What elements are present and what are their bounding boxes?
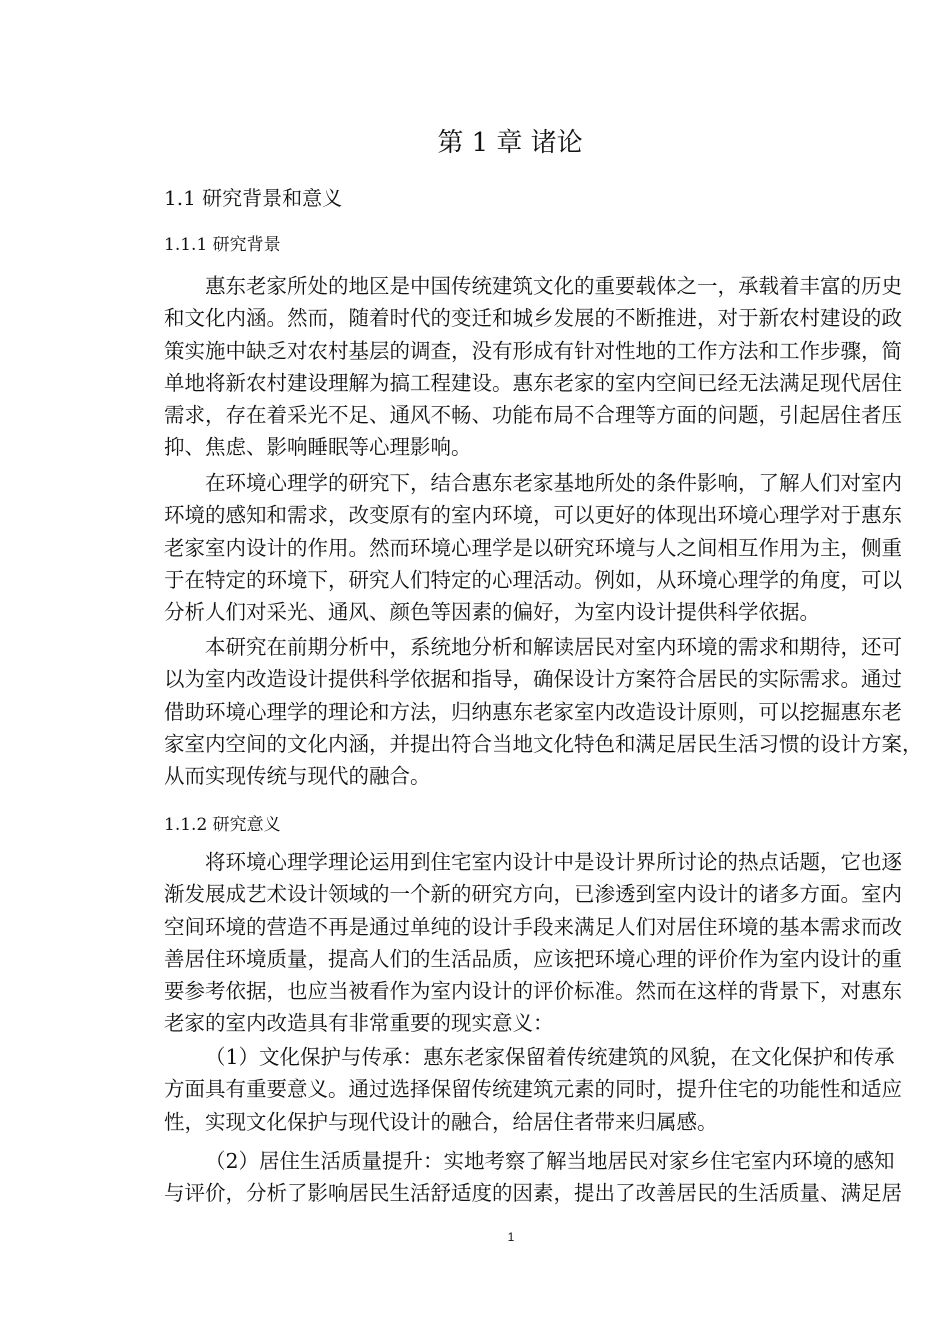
text-line: 善居住环境质量，提高人们的生活品质，应该把环境心理的评价作为室内设计的重: [164, 946, 902, 971]
section-heading-1-1-2: 1.1.2 研究意义: [164, 815, 281, 835]
text-line: 老家室内设计的作用。然而环境心理学是以研究环境与人之间相互作用为主，侧重: [164, 535, 902, 560]
text-line: （2）居住生活质量提升：实地考察了解当地居民对家乡住宅室内环境的感知: [205, 1149, 895, 1173]
page-number: 1: [507, 1230, 515, 1244]
text-line: 与评价，分析了影响居民生活舒适度的因素，提出了改善居民的生活质量、满足居: [164, 1181, 902, 1206]
text-line: 性，实现文化保护与现代设计的融合，给居住者带来归属感。: [164, 1109, 718, 1134]
text-line: 渐发展成艺术设计领域的一个新的研究方向，已渗透到室内设计的诸多方面。室内: [164, 882, 902, 907]
text-line: 方面具有重要意义。通过选择保留传统建筑元素的同时，提升住宅的功能性和适应: [164, 1077, 902, 1102]
chapter-title: 第 1 章 诸论: [437, 128, 583, 158]
text-line: 本研究在前期分析中，系统地分析和解读居民对室内环境的需求和期待，还可: [205, 635, 902, 659]
text-line: 策实施中缺乏对农村基层的调查，没有形成有针对性地的工作方法和工作步骤，简: [164, 338, 902, 363]
paragraph-background-3: [164, 631, 923, 792]
text-line: 和文化内涵。然而，随着时代的变迁和城乡发展的不断推进，对于新农村建设的政: [164, 306, 902, 331]
text-line: 单地将新农村建设理解为搞工程建设。惠东老家的室内空间已经无法满足现代居住: [164, 370, 902, 395]
text-line: 老家的室内改造具有非常重要的现实意义：: [164, 1011, 554, 1036]
paragraph-significance-1: [164, 846, 902, 1040]
text-line: 在环境心理学的研究下，结合惠东老家基地所处的条件影响，了解人们对室内: [205, 471, 902, 495]
text-line: 家室内空间的文化内涵，并提出符合当地文化特色和满足居民生活习惯的设计方案，: [164, 731, 923, 756]
text-line: 抑、焦虑、影响睡眠等心理影响。: [164, 435, 472, 460]
text-line: 空间环境的营造不再是通过单纯的设计手段来满足人们对居住环境的基本需求而改: [164, 914, 902, 939]
text-line: 以为室内改造设计提供科学依据和指导，确保设计方案符合居民的实际需求。通过: [164, 667, 902, 692]
paragraph-background-2: [164, 467, 902, 628]
text-line: 要参考依据，也应当被看作为室内设计的评价标准。然而在这样的背景下，对惠东: [164, 979, 902, 1004]
text-line: 于在特定的环境下，研究人们特定的心理活动。例如，从环境心理学的角度，可以: [164, 567, 902, 592]
text-line: （1）文化保护与传承：惠东老家保留着传统建筑的风貌，在文化保护和传承: [205, 1045, 895, 1069]
section-heading-1-1-1: 1.1.1 研究背景: [164, 235, 281, 255]
text-line: 借助环境心理学的理论和方法，归纳惠东老家室内改造设计原则，可以挖掘惠东老: [164, 699, 902, 724]
list-item-cultural-protection: [164, 1041, 902, 1138]
text-line: 惠东老家所处的地区是中国传统建筑文化的重要载体之一，承载着丰富的历史: [205, 274, 902, 298]
section-heading-1-1: 1.1 研究背景和意义: [164, 186, 343, 210]
list-item-living-quality: [164, 1145, 902, 1210]
text-line: 环境的感知和需求，改变原有的室内环境，可以更好的体现出环境心理学对于惠东: [164, 503, 902, 528]
text-line: 分析人们对采光、通风、颜色等因素的偏好，为室内设计提供科学依据。: [164, 600, 820, 625]
text-line: 将环境心理学理论运用到住宅室内设计中是设计界所讨论的热点话题，它也逐: [205, 850, 902, 874]
text-line: 从而实现传统与现代的融合。: [164, 764, 431, 789]
text-line: 需求，存在着采光不足、通风不畅、功能布局不合理等方面的问题，引起居住者压: [164, 403, 902, 428]
paragraph-background-1: [164, 270, 902, 464]
